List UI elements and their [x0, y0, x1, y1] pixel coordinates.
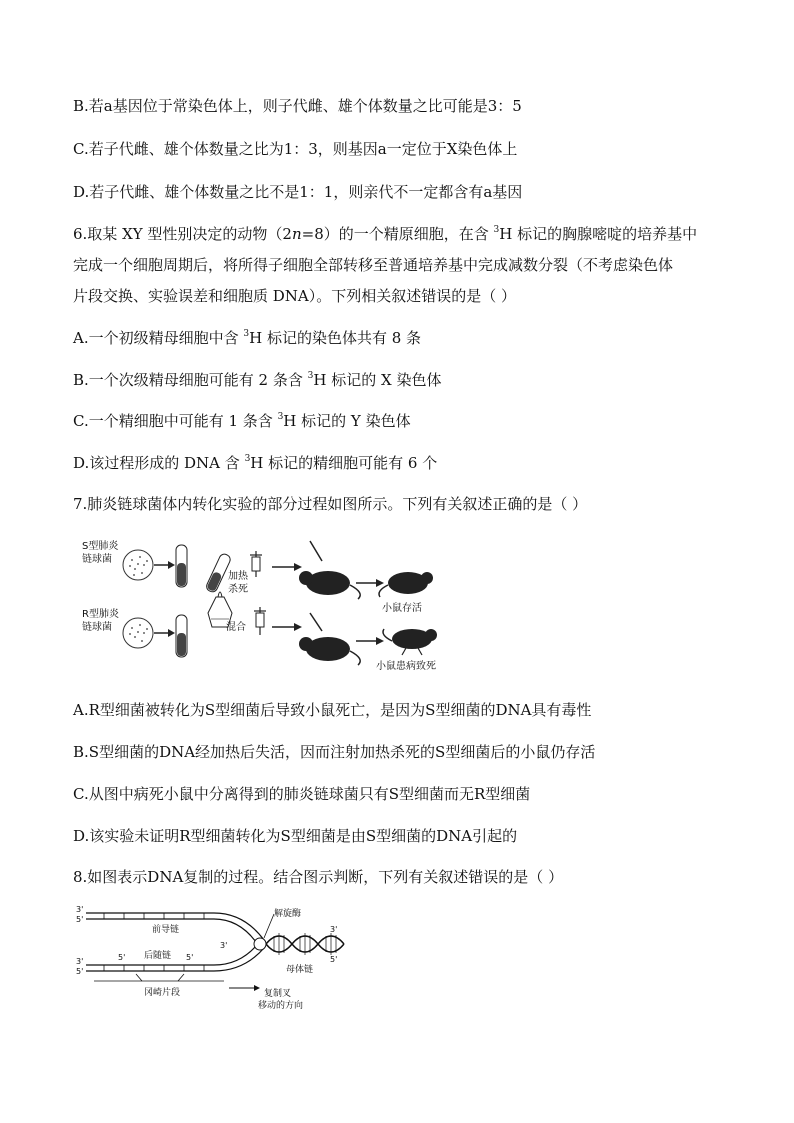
- q5-option-c: C.若子代雌、雄个体数量之比为1：3，则基因a一定位于X染色体上: [73, 140, 518, 158]
- s-strain-label-2: 链球菌: [82, 554, 112, 565]
- label-5prime-lagging: 5': [118, 953, 126, 962]
- syringe-icon-bottom: [254, 607, 266, 635]
- q7-transformation-figure: [80, 535, 470, 675]
- fork-label-2: 移动的方向: [258, 1001, 304, 1011]
- survive-label: 小鼠存活: [382, 603, 422, 614]
- label-5prime-top: 5': [76, 915, 84, 924]
- q5-option-b: B.若a基因位于常染色体上，则子代雌、雄个体数量之比可能是3：5: [73, 97, 522, 115]
- q6-stem-line-3: 片段交换、实验误差和细胞质 DNA）。下列相关叙述错误的是（ ）: [73, 287, 517, 305]
- okazaki-label: 冈崎片段: [144, 988, 181, 998]
- lagging-label: 后随链: [144, 951, 172, 961]
- r-strain-label-2: 链球菌: [82, 622, 112, 633]
- q7-option-b: B.S型细菌的DNA经加热后失活，因而注射加热杀死的S型细菌后的小鼠仍存活: [73, 743, 596, 761]
- die-label: 小鼠患病致死: [376, 661, 436, 672]
- q7-option-d: D.该实验未证明R型细菌转化为S型细菌是由S型细菌的DNA引起的: [73, 827, 518, 845]
- q5-option-d: D.若子代雌、雄个体数量之比不是1：1，则亲代不一定都含有a基因: [73, 183, 523, 201]
- q6-option-c: C.一个精细胞中可能有 1 条含 $^3$H 标记的 Y 染色体: [73, 412, 411, 430]
- mouse-survive-icon: [379, 572, 433, 597]
- q6-option-a: A.一个初级精母细胞中含 $^3$H 标记的染色体共有 8 条: [73, 329, 422, 347]
- leading-strand-bars: [104, 913, 204, 919]
- mix-label: 混合: [226, 622, 246, 633]
- mouse-injected-top-icon: [299, 541, 360, 599]
- label-5prime-right: 5': [330, 955, 338, 964]
- label-5prime-bottom: 5': [76, 967, 84, 976]
- r-strain-label-1: R型肺炎: [82, 609, 119, 620]
- fork-label-1: 复制叉: [264, 989, 292, 999]
- leading-label: 前导链: [152, 925, 180, 935]
- heat-label-2: 杀死: [228, 584, 248, 595]
- label-3prime-fork: 3': [220, 941, 228, 950]
- heat-label-1: 加热: [228, 571, 248, 582]
- label-3prime-top: 3': [76, 905, 84, 914]
- label-5prime-lagging-2: 5': [186, 953, 194, 962]
- q8-stem: 8.如图表示DNA复制的过程。结合图示判断，下列有关叙述错误的是（ ）: [73, 868, 564, 886]
- helicase-label: 解旋酶: [274, 909, 302, 919]
- q8-dna-replication-figure: [74, 902, 354, 1014]
- s-strain-label-1: S型肺炎: [82, 541, 119, 552]
- q6-option-b: B.一个次级精母细胞可能有 2 条含 $^3$H 标记的 X 染色体: [73, 371, 442, 389]
- q6-stem-line-1: 6.取某 XY 型性别决定的动物（2n=8）的一个精原细胞，在含 $^3$H 标记的胸腺嘧啶的培养基中: [73, 225, 698, 243]
- syringe-icon-top: [250, 551, 262, 577]
- lagging-strand-bars: [104, 965, 204, 971]
- q7-option-c: C.从图中病死小鼠中分离得到的肺炎链球菌只有S型细菌而无R型细菌: [73, 785, 531, 803]
- q7-option-a: A.R型细菌被转化为S型细菌后导致小鼠死亡，是因为S型细菌的DNA具有毒性: [73, 701, 592, 719]
- helicase-icon: [254, 938, 266, 950]
- q6-stem-line-2: 完成一个细胞周期后，将所得子细胞全部转移至普通培养基中完成减数分裂（不考虑染色体: [73, 256, 674, 274]
- label-3prime-bottom: 3': [76, 957, 84, 966]
- q7-stem: 7.肺炎链球菌体内转化实验的部分过程如图所示。下列有关叙述正确的是（ ）: [73, 495, 588, 513]
- mouse-injected-bottom-icon: [299, 613, 360, 665]
- q6-option-d: D.该过程形成的 DNA 含 $^3$H 标记的精细胞可能有 6 个: [73, 454, 438, 472]
- label-3prime-right: 3': [330, 925, 338, 934]
- parent-label: 母体链: [286, 965, 314, 975]
- mouse-dead-icon: [383, 629, 437, 655]
